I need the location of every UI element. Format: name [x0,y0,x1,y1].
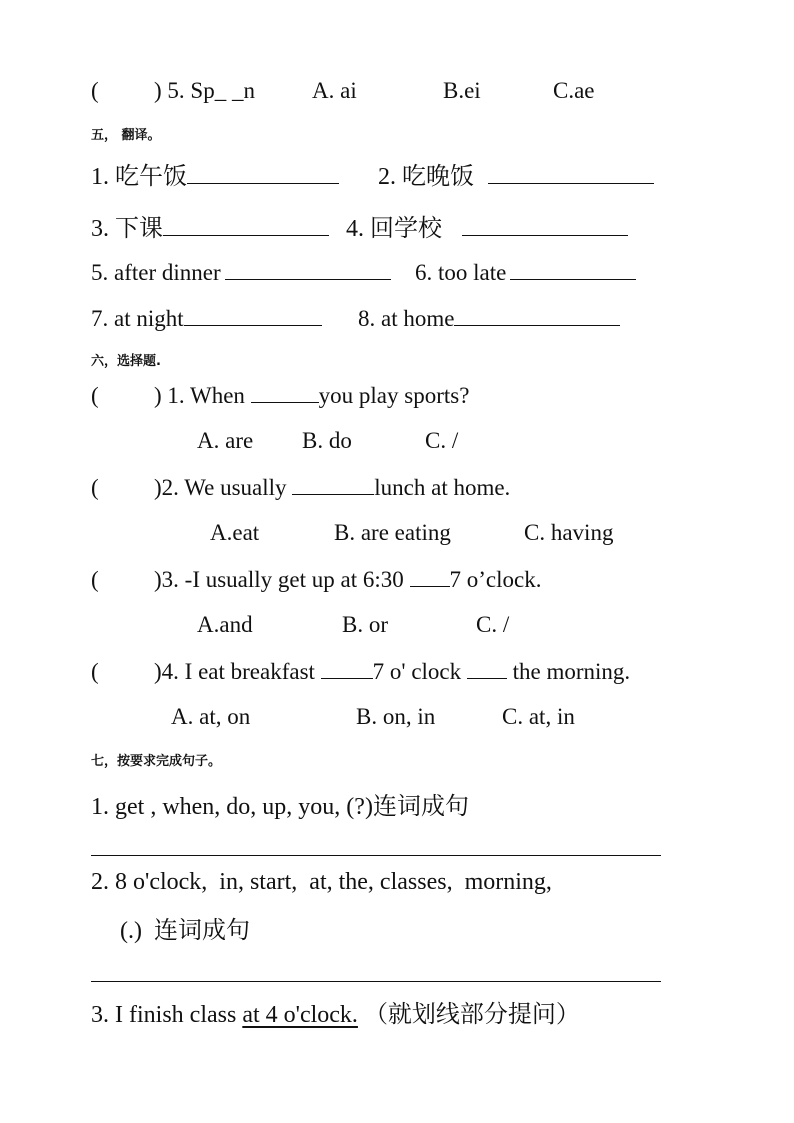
translate-item-4-label: 4. 回学校 [346,216,442,242]
q4-item5-option-b: B.ei [443,78,481,103]
mc-q2-option-b: B. are eating [334,520,451,545]
section5-heading: 五， 翻译。 [91,128,161,143]
sentence-3-underlined: at 4 o'clock. [242,1002,358,1028]
section6-heading: 六，选择题. [91,354,161,369]
translate-item-2-label: 2. 吃晚饭 [378,164,474,190]
mc-q2-option-a: A.eat [210,520,260,545]
translate-item-6 [415,260,636,286]
mc-q3-option-c: C. / [476,612,510,637]
mc-q3-option-b: B. or [342,612,388,637]
mc-q3-option-a: A.and [197,612,253,637]
mc-q1-option-a: A. are [197,428,254,453]
answer-blank[interactable] [488,165,654,184]
translate-item-7 [91,306,322,332]
answer-line-1[interactable] [91,855,661,856]
mc-q2-stem: )2. We usually lunch at home. [154,475,511,500]
sentence-2-line2: (.) 连词成句 [120,918,250,944]
translate-item-8-label: 8. at home [358,306,455,331]
mc-q4-option-b: B. on, in [356,704,436,729]
answer-blank[interactable] [292,476,374,495]
mc-q2-option-c: C. having [524,520,614,545]
sentence-1: 1. get , when, do, up, you, (?)连词成句 [91,794,469,820]
mc-q1-option-c: C. / [425,428,459,453]
mc-q4-option-a: A. at, on [171,704,251,729]
mc-q3-paren: ( [91,567,99,592]
translate-item-5-label: 5. after dinner [91,260,221,285]
translate-item-1-label: 1. 吃午饭 [91,164,187,190]
mc-q1-stem: ) 1. When you play sports? [154,383,470,408]
q4-item5-option-a: A. ai [312,78,357,103]
answer-blank[interactable] [462,217,628,236]
answer-blank[interactable] [251,384,319,403]
answer-blank[interactable] [467,660,507,679]
mc-q1-paren: ( [91,383,99,408]
answer-blank[interactable] [225,261,391,280]
answer-blank[interactable] [184,307,322,326]
q4-item5-option-c: C.ae [553,78,595,103]
mc-q4-stem: )4. I eat breakfast 7 o' clock the morning. [154,659,631,684]
answer-blank[interactable] [187,165,339,184]
answer-blank[interactable] [410,568,450,587]
translate-item-7-label: 7. at night [91,306,184,331]
mc-q3-stem: )3. -I usually get up at 6:30 7 o’clock. [154,567,542,592]
translate-item-3 [91,208,329,243]
sentence-3: 3. I finish class at 4 o'clock. （就划线部分提问） [91,1002,580,1028]
mc-q4-option-c: C. at, in [502,704,575,729]
q4-item5-question: ) 5. Sp_ _n [154,78,255,103]
answer-blank[interactable] [510,261,636,280]
mc-q4-paren: ( [91,659,99,684]
translate-item-3-label: 3. 下课 [91,216,163,242]
answer-line-2[interactable] [91,981,661,982]
translate-item-1 [91,156,339,191]
section7-heading: 七，按要求完成句子。 [91,754,222,769]
translate-item-5 [91,260,391,286]
translate-item-8 [358,306,620,332]
q4-item5-paren-open: ( [91,78,99,103]
sentence-2-line1: 2. 8 o'clock, in, start, at, the, classes, morning, [91,869,552,895]
translate-item-4 [346,208,628,243]
answer-blank[interactable] [321,660,373,679]
translate-item-2 [378,156,654,191]
answer-blank[interactable] [454,307,620,326]
mc-q1-option-b: B. do [302,428,352,453]
mc-q2-paren: ( [91,475,99,500]
translate-item-6-label: 6. too late [415,260,507,285]
answer-blank[interactable] [163,217,329,236]
